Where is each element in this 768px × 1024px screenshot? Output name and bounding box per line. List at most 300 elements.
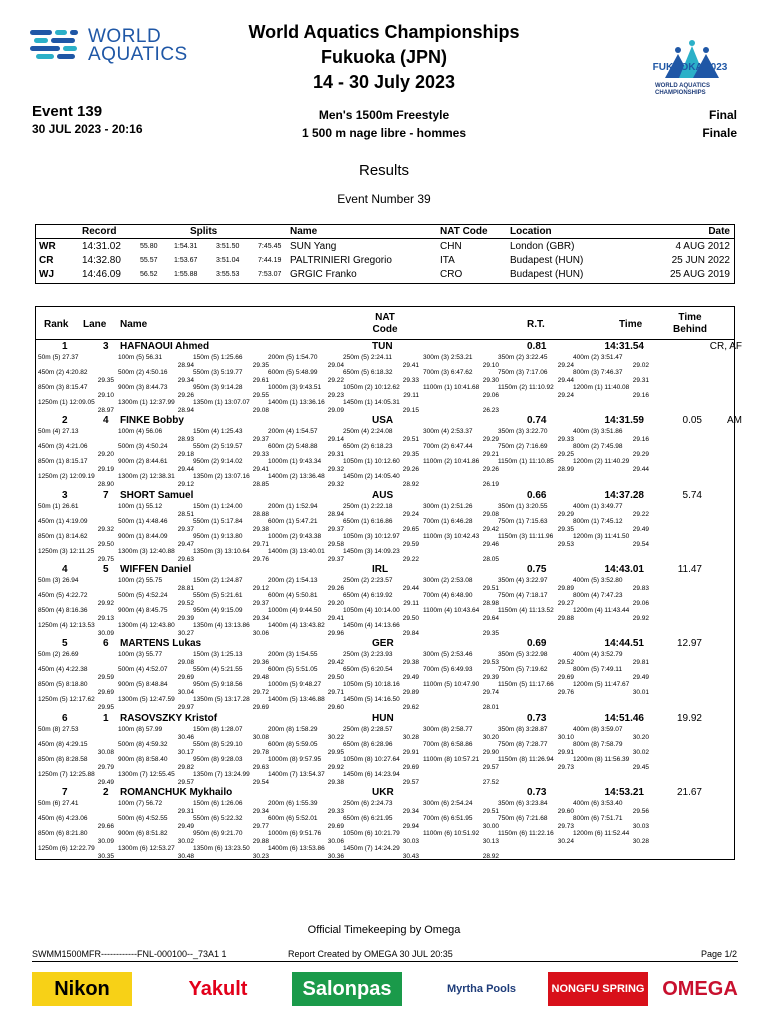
split-cell [118, 607, 194, 623]
athlete-time-behind: 0.05 [682, 415, 702, 427]
split-cell [343, 830, 419, 846]
event-number-label: Event 139 [32, 103, 103, 120]
split-cumulative: 1150m (8) 11:26.94 [498, 755, 554, 763]
record-nat: ITA [440, 255, 455, 266]
split-cumulative: 1250m (2) 12:09.19 [38, 473, 95, 481]
split-lap-time: 29.72 [252, 689, 269, 697]
split-cumulative: 200m (6) 1:55.39 [268, 799, 318, 807]
split-cumulative: 800m (4) 7:47.23 [573, 591, 623, 599]
footer-divider [32, 961, 738, 962]
record-code: WJ [39, 269, 54, 280]
split-lap-time: 29.27 [557, 599, 574, 607]
record-time: 14:46.09 [82, 269, 121, 280]
athlete-lane: 6 [103, 638, 109, 650]
split-lap-time: 29.65 [402, 525, 419, 533]
record-time: 14:32.80 [82, 255, 121, 266]
split-cell [498, 592, 574, 608]
split-lap-time: 29.78 [252, 748, 269, 756]
split-lap-time: 30.20 [482, 733, 499, 741]
split-cell [38, 518, 114, 534]
split-lap-time: 29.91 [402, 748, 419, 756]
split-cell [118, 741, 194, 757]
sponsor-logo-salonpas: Salonpas [292, 972, 402, 1006]
athlete-time: 14:37.28 [604, 489, 644, 501]
record-holder: PALTRINIERI Gregorio [290, 255, 392, 266]
split-cumulative: 1300m (1) 12:37.99 [118, 399, 175, 406]
split-cumulative: 400m (3) 3:51.86 [573, 428, 623, 436]
athlete-reaction-time: 0.75 [527, 563, 547, 575]
split-cell [423, 428, 499, 444]
athlete-time: 14:31.54 [604, 341, 644, 352]
split-cumulative: 1050m (1) 10:12.60 [343, 458, 400, 466]
split-cell [38, 666, 114, 682]
split-lap-time: 29.92 [327, 763, 344, 771]
split-cumulative: 300m (6) 2:54.24 [423, 799, 473, 807]
split-cell [343, 681, 419, 697]
split-cumulative: 1050m (6) 10:21.79 [343, 829, 400, 837]
title-line-1: World Aquatics Championships [248, 22, 520, 42]
split-lap-time: 29.39 [177, 614, 194, 622]
event-name [200, 106, 568, 142]
split-cumulative: 1450m (5) 14:16.50 [343, 696, 400, 704]
split-lap-time: 29.39 [482, 674, 499, 682]
split-lap-time: 29.60 [327, 704, 344, 712]
split-cell [118, 726, 194, 742]
split-cell [38, 399, 114, 415]
split-cell [118, 369, 194, 385]
split-cumulative: 700m (6) 6:51.95 [423, 814, 473, 822]
record-code: WR [39, 241, 56, 252]
split-cell [423, 369, 499, 385]
split-lap-time: 29.53 [557, 540, 574, 548]
split-cell [423, 533, 499, 549]
split-cell [193, 592, 269, 608]
split-lap-time: 29.10 [482, 362, 499, 369]
split-cumulative: 1400m (3) 13:40.01 [268, 547, 325, 555]
sponsor-logo-omega: OMEGA [664, 972, 736, 1006]
split-cell [343, 696, 419, 712]
split-cumulative: 200m (4) 1:54.57 [268, 428, 318, 436]
split-cell [573, 518, 649, 534]
split-lap-time: 29.50 [402, 614, 419, 622]
split-cumulative: 1200m (1) 11:40.08 [573, 384, 630, 391]
split-cumulative: 500m (6) 4:52.55 [118, 814, 168, 822]
athlete-nat: GER [372, 638, 394, 650]
athlete-summary-row [36, 415, 742, 427]
split-lap-time: 29.58 [327, 540, 344, 548]
event-datetime: 30 JUL 2023 - 20:16 [32, 122, 143, 136]
split-cell [423, 503, 499, 519]
split-cell [498, 741, 574, 757]
split-cumulative: 400m (5) 3:52.80 [573, 576, 623, 584]
split-cumulative: 1050m (5) 10:18.16 [343, 681, 400, 689]
split-cell [38, 771, 114, 787]
records-col-record: Record [82, 226, 117, 237]
split-cumulative: 950m (2) 9:14.02 [193, 458, 243, 466]
split-lap-time: 28.94 [177, 362, 194, 369]
split-cumulative: 450m (3) 4:21.06 [38, 443, 88, 451]
split-cumulative: 550m (3) 5:19.77 [193, 369, 243, 376]
split-cumulative: 1000m (1) 9:43.34 [268, 458, 322, 466]
split-lap-time: 29.76 [557, 689, 574, 697]
split-cell [423, 830, 499, 846]
split-cell [193, 548, 269, 564]
record-time: 14:31.02 [82, 241, 121, 252]
split-cumulative: 1400m (7) 13:54.37 [268, 770, 325, 778]
split-lap-time: 29.11 [403, 599, 419, 607]
split-cumulative: 1250m (7) 12:25.88 [38, 770, 95, 778]
split-cumulative: 250m (1) 2:22.18 [343, 502, 393, 510]
athlete-summary-row [36, 787, 734, 799]
split-lap-time: 29.24 [402, 510, 419, 518]
split-cumulative: 950m (4) 9:15.09 [193, 606, 243, 614]
split-cell [118, 696, 194, 712]
split-cell [343, 518, 419, 534]
split-lap-time: 29.21 [482, 451, 499, 459]
split-cell [343, 800, 419, 816]
split-cumulative: 600m (2) 5:48.88 [268, 443, 318, 451]
split-cell [573, 369, 649, 385]
split-cell [343, 726, 419, 742]
athlete-rank: 7 [62, 786, 68, 798]
split-cumulative: 1450m (6) 14:23.94 [343, 770, 400, 778]
split-cell [343, 592, 419, 608]
split-cumulative: 650m (1) 6:16.86 [343, 517, 393, 525]
split-cumulative: 1100m (6) 10:51.92 [423, 829, 480, 837]
event-phase [600, 106, 737, 142]
split-cell [38, 800, 114, 816]
split-cell [343, 458, 419, 474]
split-cell [193, 369, 269, 385]
split-cumulative: 100m (7) 56.72 [118, 799, 163, 807]
split-cell [343, 354, 419, 370]
split-cumulative: 750m (5) 7:19.62 [498, 666, 548, 674]
split-cumulative: 650m (6) 6:21.95 [343, 814, 393, 822]
split-cumulative: 150m (2) 1:24.87 [193, 576, 243, 584]
split-cumulative: 1300m (7) 12:55.45 [118, 770, 175, 778]
split-cell [268, 845, 344, 861]
split-lap-time: 29.15 [402, 407, 419, 414]
split-cumulative: 1400m (5) 13:46.88 [268, 696, 325, 704]
athlete-record-tag: AM [727, 415, 742, 427]
split-cell [38, 354, 114, 370]
split-cell [573, 756, 649, 772]
split-cell [498, 577, 574, 593]
athlete-rank: 2 [62, 415, 68, 427]
split-cumulative: 500m (1) 4:48.46 [118, 517, 168, 525]
split-lap-time: 29.33 [327, 807, 344, 815]
split-cell [268, 369, 344, 385]
split-cell [423, 756, 499, 772]
split-cell [38, 830, 114, 846]
athlete-name: MARTENS Lukas [120, 638, 202, 650]
split-cell [268, 354, 344, 370]
split-cumulative: 550m (2) 5:19.57 [193, 443, 243, 451]
record-nat: CRO [440, 269, 463, 280]
athlete-lane: 7 [103, 489, 109, 501]
split-cumulative: 850m (6) 8:21.80 [38, 829, 88, 837]
split-cell [193, 756, 269, 772]
split-lap-time: 30.00 [482, 822, 499, 830]
split-cumulative: 1050m (4) 10:14.00 [343, 606, 400, 614]
split-lap-time: 29.19 [97, 466, 114, 474]
split-lap-time: 29.96 [327, 629, 344, 637]
split-cell [343, 369, 419, 385]
split-cumulative: 500m (3) 4:50.24 [118, 443, 168, 451]
split-cumulative: 450m (8) 4:29.15 [38, 740, 88, 748]
split-cell [343, 399, 419, 415]
split-cell [118, 548, 194, 564]
split-cell [193, 443, 269, 459]
split-lap-time: 29.38 [327, 778, 344, 786]
split-cumulative: 1450m (7) 14:24.29 [343, 844, 400, 852]
split-cumulative: 1150m (5) 11:17.66 [498, 681, 554, 689]
split-cell [268, 592, 344, 608]
split-lap-time: 29.02 [632, 362, 649, 369]
split-cell [193, 384, 269, 400]
split-lap-time: 29.32 [327, 481, 344, 489]
split-lap-time: 29.46 [482, 540, 499, 548]
split-cumulative: 950m (6) 9:21.70 [193, 829, 243, 837]
split-cumulative: 1400m (6) 13:53.86 [268, 844, 325, 852]
split-lap-time: 29.35 [482, 629, 499, 637]
split-cell [38, 741, 114, 757]
split-cumulative: 1450m (2) 14:05.40 [343, 473, 400, 481]
athlete-time-behind: 11.47 [677, 563, 702, 575]
athlete-rank: 5 [62, 638, 68, 650]
split-cumulative: 150m (4) 1:25.43 [193, 428, 243, 436]
split-cell [573, 681, 649, 697]
split-cumulative: 700m (1) 6:46.28 [423, 517, 473, 525]
split-cell [423, 592, 499, 608]
split-lap-time: 29.83 [632, 584, 649, 592]
split-cell [193, 681, 269, 697]
split-lap-time: 30.43 [402, 852, 419, 860]
split-cumulative: 950m (1) 9:13.80 [193, 532, 243, 540]
split-lap-time: 28.88 [252, 510, 269, 518]
split-lap-time: 29.34 [252, 807, 269, 815]
split-cumulative: 1100m (1) 10:41.68 [423, 384, 480, 391]
split-lap-time: 29.36 [252, 659, 269, 667]
split-lap-time: 29.77 [252, 822, 269, 830]
split-cumulative: 1350m (6) 13:23.50 [193, 844, 250, 852]
split-cumulative: 800m (3) 7:46.37 [573, 369, 623, 376]
record-split: 3:51.04 [216, 257, 240, 264]
athlete-name: HAFNAOUI Ahmed [120, 341, 210, 352]
split-lap-time: 29.30 [482, 377, 499, 384]
split-cumulative: 250m (2) 2:23.57 [343, 576, 393, 584]
split-cumulative: 250m (3) 2:23.93 [343, 651, 393, 659]
split-cell [268, 458, 344, 474]
split-cumulative: 900m (8) 8:58.40 [118, 755, 168, 763]
split-lap-time: 29.29 [557, 510, 574, 518]
split-cumulative: 1400m (1) 13:36.16 [268, 399, 325, 406]
split-lap-time: 29.66 [97, 822, 114, 830]
championship-title [200, 20, 568, 95]
split-cell [118, 503, 194, 519]
split-lap-time: 29.49 [632, 525, 649, 533]
split-lap-time: 30.48 [177, 852, 194, 860]
athlete-time: 14:44.51 [604, 638, 644, 650]
split-cell [423, 696, 499, 712]
split-cell [118, 384, 194, 400]
split-cumulative: 100m (3) 55.77 [118, 651, 163, 659]
split-cumulative: 650m (5) 6:18.32 [343, 369, 393, 376]
split-lap-time: 29.95 [327, 748, 344, 756]
split-cell [498, 651, 574, 667]
athlete-record-tag: CR, AF [709, 341, 742, 352]
split-cumulative: 950m (8) 9:28.03 [193, 755, 243, 763]
split-cumulative: 850m (5) 8:18.80 [38, 681, 88, 689]
split-cumulative: 1200m (6) 11:52.44 [573, 829, 630, 837]
split-cell [38, 592, 114, 608]
athlete-time: 14:51.46 [604, 712, 644, 724]
split-cumulative: 250m (5) 2:24.11 [343, 354, 393, 361]
split-cumulative: 1000m (4) 9:44.50 [268, 606, 322, 614]
athlete-summary-row [36, 564, 734, 576]
split-cumulative: 1200m (3) 11:41.50 [573, 532, 630, 540]
split-lap-time: 30.02 [632, 748, 649, 756]
split-cumulative: 350m (5) 3:22.98 [498, 651, 548, 659]
split-cell [498, 815, 574, 831]
split-lap-time: 29.33 [402, 377, 419, 384]
split-cell [38, 443, 114, 459]
split-lap-time: 29.59 [402, 540, 419, 548]
split-cell [268, 548, 344, 564]
split-lap-time: 29.26 [402, 466, 419, 474]
split-cell [423, 651, 499, 667]
split-cumulative: 300m (3) 2:53.21 [423, 354, 473, 361]
phase-fr: Finale [702, 126, 737, 140]
split-cell [193, 533, 269, 549]
split-cumulative: 50m (6) 27.41 [38, 799, 79, 807]
split-cell [573, 651, 649, 667]
split-cell [343, 384, 419, 400]
split-lap-time: 30.28 [632, 837, 649, 845]
split-lap-time: 29.35 [402, 451, 419, 459]
sponsor-logo-yakult: Yakult [158, 972, 278, 1006]
split-cumulative: 150m (3) 1:25.13 [193, 651, 243, 659]
split-cell [423, 815, 499, 831]
split-cumulative: 950m (3) 9:14.28 [193, 384, 243, 391]
split-cell [498, 666, 574, 682]
record-date: 25 AUG 2019 [669, 269, 730, 280]
split-cumulative: 1250m (4) 12:13.53 [38, 621, 95, 629]
split-cumulative: 1400m (4) 13:43.82 [268, 621, 325, 629]
split-cell [118, 756, 194, 772]
athlete-result [36, 564, 734, 638]
split-cell [423, 741, 499, 757]
split-lap-time: 29.79 [97, 763, 114, 771]
split-lap-time: 29.26 [177, 392, 194, 399]
split-lap-time: 26.19 [482, 481, 499, 489]
split-lap-time: 29.71 [327, 689, 344, 697]
split-cumulative: 750m (2) 7:16.69 [498, 443, 548, 451]
split-cumulative: 600m (5) 5:51.05 [268, 666, 318, 674]
split-cumulative: 800m (5) 7:49.11 [573, 666, 623, 674]
split-cumulative: 1050m (8) 10:27.64 [343, 755, 400, 763]
split-cumulative: 1100m (2) 10:41.86 [423, 458, 480, 466]
split-lap-time: 29.22 [402, 555, 419, 563]
split-cumulative: 300m (8) 2:58.77 [423, 725, 473, 733]
split-cell [498, 369, 574, 385]
split-cell [498, 607, 574, 623]
split-cell [343, 741, 419, 757]
split-cell [38, 548, 114, 564]
split-lap-time: 28.98 [482, 599, 499, 607]
record-split: 7:53.07 [258, 271, 282, 278]
split-lap-time: 29.32 [327, 466, 344, 474]
split-cell [118, 830, 194, 846]
split-cell [38, 384, 114, 400]
split-cell [118, 533, 194, 549]
record-split: 56.52 [140, 271, 158, 278]
split-cumulative: 150m (1) 1:24.00 [193, 502, 243, 510]
split-cell [573, 428, 649, 444]
split-cumulative: 700m (4) 6:48.90 [423, 591, 473, 599]
event-name-fr: 1 500 m nage libre - hommes [301, 126, 467, 140]
split-lap-time: 29.63 [252, 763, 269, 771]
split-cell [268, 443, 344, 459]
split-cell [423, 845, 499, 861]
split-cumulative: 600m (5) 5:48.99 [268, 369, 318, 376]
col-lane: Lane [83, 319, 107, 330]
split-cell [193, 845, 269, 861]
split-lap-time: 29.51 [482, 584, 499, 592]
split-cumulative: 500m (5) 4:52.24 [118, 591, 168, 599]
split-cell [118, 518, 194, 534]
split-cell [193, 622, 269, 638]
split-lap-time: 29.37 [327, 525, 344, 533]
split-cell [268, 815, 344, 831]
split-lap-time: 29.52 [557, 659, 574, 667]
split-lap-time: 30.02 [177, 837, 194, 845]
split-lap-time: 29.42 [482, 525, 499, 533]
split-cell [498, 458, 574, 474]
split-cell [343, 666, 419, 682]
split-cumulative: 1350m (4) 13:13.86 [193, 621, 250, 629]
split-cumulative: 250m (4) 2:24.08 [343, 428, 393, 436]
records-header [36, 225, 734, 239]
split-lap-time: 30.23 [252, 852, 269, 860]
athlete-reaction-time: 0.74 [527, 415, 547, 427]
split-cell [498, 681, 574, 697]
report-created: Report Created by OMEGA 30 JUL 20:35 [288, 949, 453, 959]
split-cumulative: 750m (4) 7:18.17 [498, 591, 548, 599]
split-cell [573, 800, 649, 816]
split-cell [343, 607, 419, 623]
athlete-result [36, 713, 734, 787]
split-cumulative: 750m (3) 7:17.06 [498, 369, 548, 376]
split-lap-time: 29.50 [327, 674, 344, 682]
split-cumulative: 1350m (5) 13:17.28 [193, 696, 250, 704]
record-date: 25 JUN 2022 [671, 255, 730, 266]
report-code: SWMM1500MFR------------FNL-000100--_73A1 1 [32, 949, 227, 959]
split-cumulative: 550m (4) 5:21.55 [193, 666, 243, 674]
athlete-nat: UKR [372, 786, 394, 798]
split-cell [573, 830, 649, 846]
athlete-result [36, 415, 742, 489]
split-lap-time: 29.62 [402, 704, 419, 712]
split-lap-time: 29.69 [252, 704, 269, 712]
split-cell [423, 473, 499, 489]
split-lap-time: 29.49 [177, 822, 194, 830]
athlete-time-behind: 12.97 [676, 638, 702, 650]
split-cumulative: 900m (5) 8:48.84 [118, 681, 168, 689]
split-lap-time: 29.37 [177, 525, 194, 533]
split-lap-time: 29.49 [97, 778, 114, 786]
split-cumulative: 750m (6) 7:21.68 [498, 814, 548, 822]
